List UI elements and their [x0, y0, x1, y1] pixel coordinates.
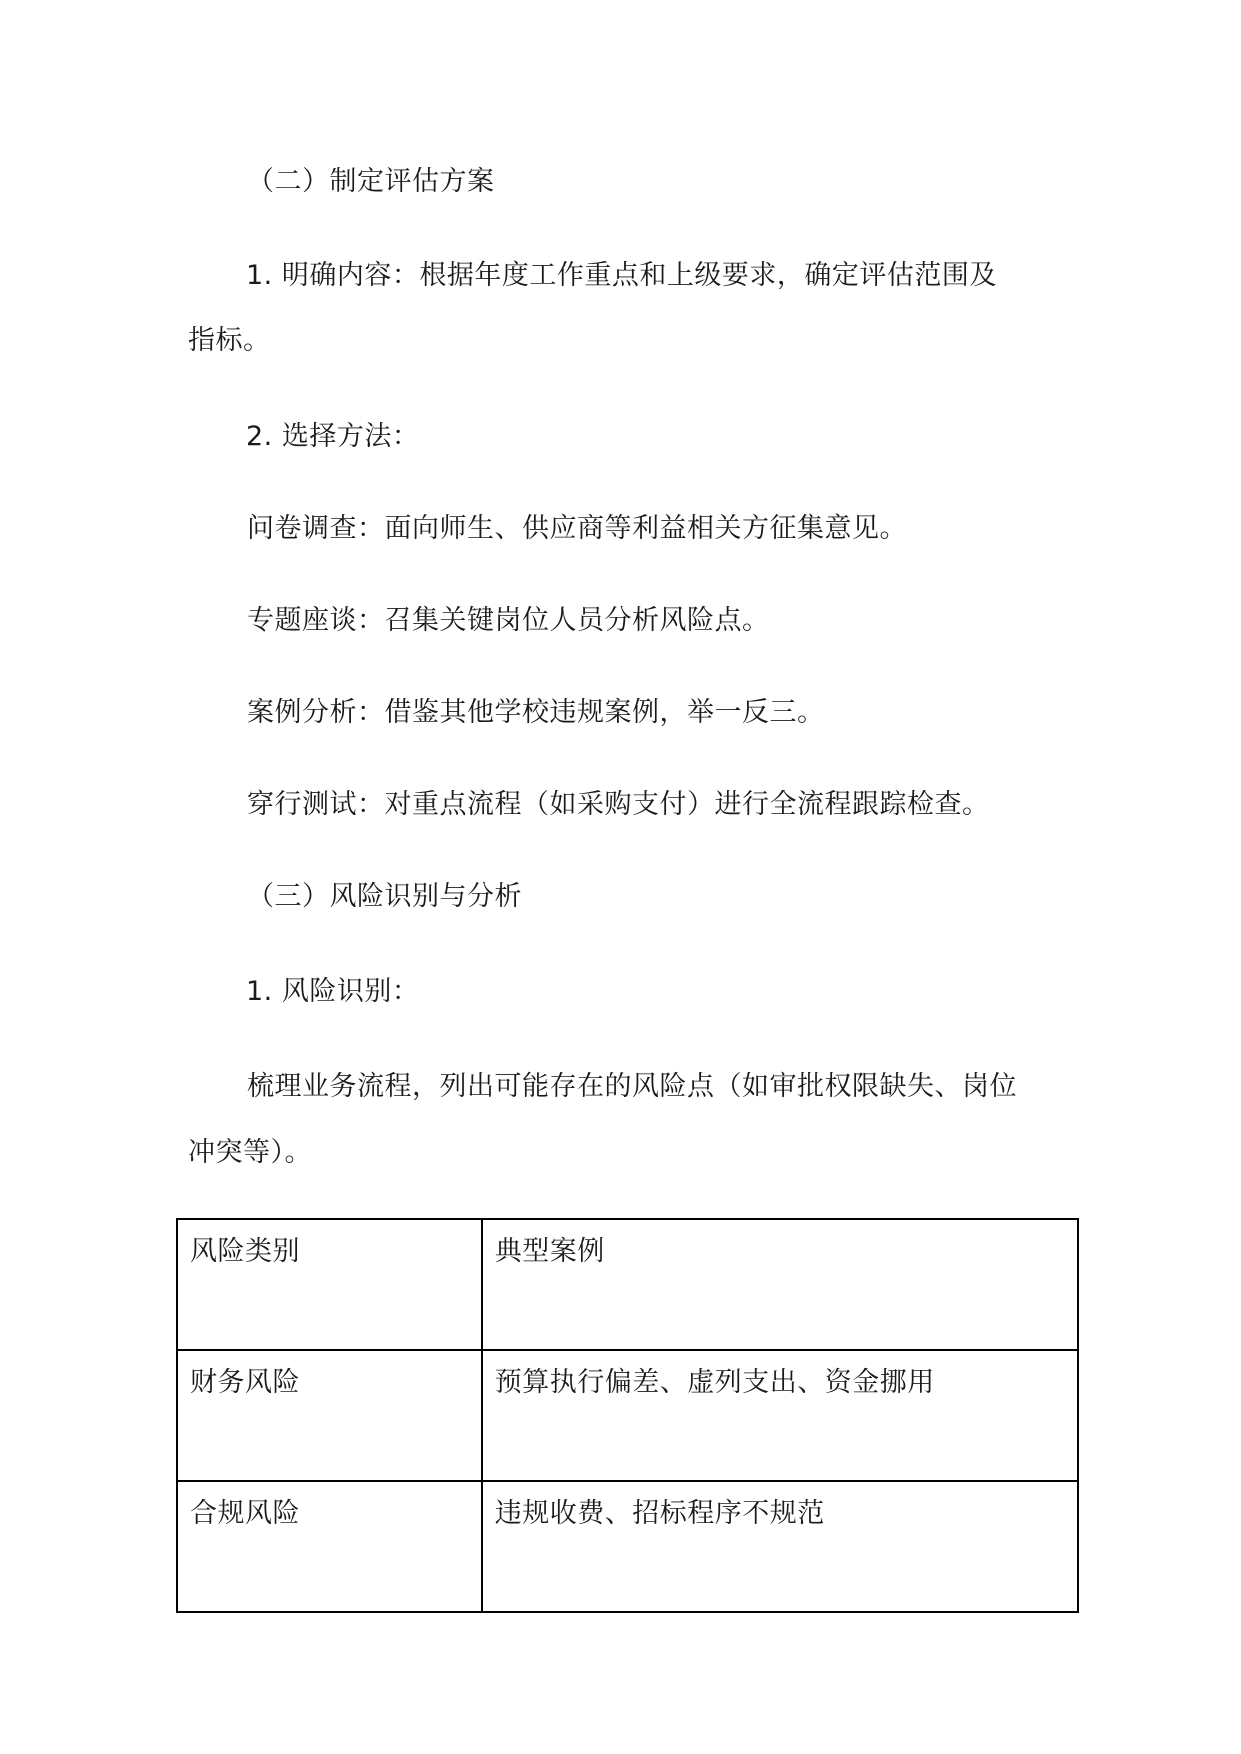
item-2-label: 2. 选择方法：: [246, 421, 420, 452]
item-1-line-1: 1. 明确内容：根据年度工作重点和上级要求，确定评估范围及: [246, 260, 997, 291]
table-cell: 预算执行偏差、虚列支出、资金挪用: [482, 1350, 1078, 1481]
method-case-analysis: 案例分析：借鉴其他学校违规案例，举一反三。: [247, 697, 825, 728]
table-cell: 财务风险: [177, 1350, 482, 1481]
table-header-row: [177, 1219, 1078, 1350]
section-heading-3: （三）风险识别与分析: [247, 881, 522, 912]
table-cell: 违规收费、招标程序不规范: [482, 1481, 1078, 1612]
table-header-cell: 风险类别: [177, 1219, 482, 1350]
table-header-cell: 典型案例: [482, 1219, 1078, 1350]
risk-desc-line-1: 梳理业务流程，列出可能存在的风险点（如审批权限缺失、岗位: [247, 1071, 1017, 1102]
method-questionnaire: 问卷调查：面向师生、供应商等利益相关方征集意见。: [247, 513, 907, 544]
risk-item-label: 1. 风险识别：: [246, 976, 420, 1007]
item-1-line-2: 指标。: [188, 325, 271, 356]
risk-table: [176, 1218, 1079, 1613]
method-walkthrough-test: 穿行测试：对重点流程（如采购支付）进行全流程跟踪检查。: [247, 789, 990, 820]
risk-desc-line-2: 冲突等）。: [188, 1137, 312, 1168]
table-row: [177, 1481, 1078, 1612]
table-cell: 合规风险: [177, 1481, 482, 1612]
section-heading-2: （二）制定评估方案: [247, 166, 495, 197]
table-row: [177, 1350, 1078, 1481]
method-symposium: 专题座谈：召集关键岗位人员分析风险点。: [247, 605, 770, 636]
